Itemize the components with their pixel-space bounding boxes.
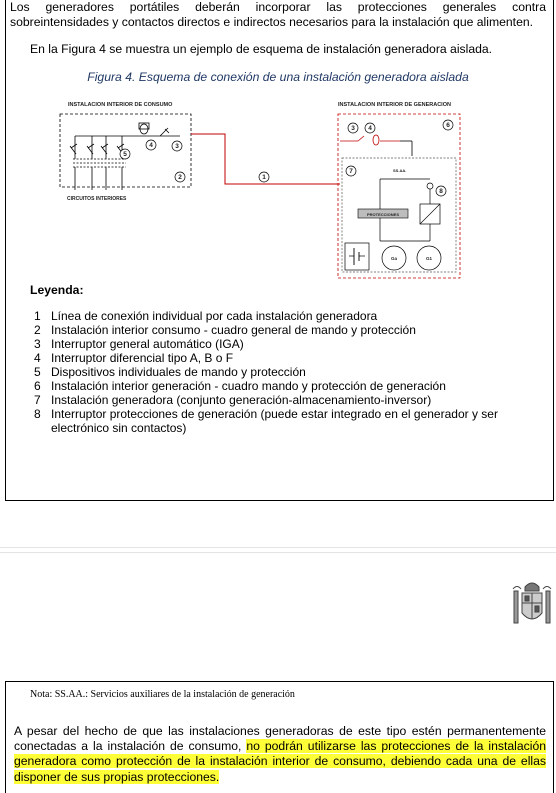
legend-title: Leyenda: [30,283,84,297]
legend-item-text: Instalación generadora (conjunto generación-almacenamiento-inversor) [51,393,432,407]
spain-coat-of-arms-icon [511,579,553,629]
marker-2: 2 [178,174,182,181]
marker-4-left: 4 [149,142,153,149]
highlighted-text: no podrán utilizarse las protecciones de la instalación generadora como protección de la instalación interior de consumo, debiendo cada una de ellas disponer de sus propias protecciones. [14,739,546,784]
generation-switches [340,135,400,145]
battery-icon [345,243,369,270]
legend-item-number: 1 [34,309,41,323]
ssaa-label: SS.AA. [393,168,407,173]
legend-item [34,337,524,351]
legend-item [34,309,524,323]
legend-item-text: Dispositivos individuales de mando y protección [51,365,306,379]
consumption-title: INSTALACION INTERIOR DE CONSUMO [68,102,173,108]
marker-3-left: 3 [175,143,179,150]
legend-item-number: 8 [34,407,41,421]
marker-6: 6 [446,122,450,129]
intro-paragraph: Los generadores portátiles deberán incorporar las protecciones generales contra sobreintensidades y contactos directos e indirectos necesarios para la instalación que alimenten. [10,0,546,29]
g1-label: G1 [425,256,433,261]
protections-label: PROTECCIONES [366,212,400,217]
legend-item-text: Interruptor protecciones de generación (puede estar integrado en el generador y ser electrónico sin contactos) [51,407,498,435]
figure-reference-paragraph: En la Figura 4 se muestra un ejemplo de esquema de instalación generadora aislada. [30,42,493,56]
ga-label: Ga [390,256,398,261]
figure-caption: Figura 4. Esquema de conexión de una instalación generadora aislada [87,70,469,84]
legend-item-number: 5 [34,365,41,379]
legend-item-text: Interruptor diferencial tipo A, B o F [51,351,234,365]
marker-8: 8 [439,188,443,195]
legend-item-number: 3 [34,337,41,351]
circuits-label: CIRCUITOS INTERIORES [67,196,127,202]
page-divider [0,552,556,553]
legend-item [34,323,524,337]
legend-item [34,351,524,365]
legend-item-number: 6 [34,379,41,393]
note-text: Nota: SS.AA.: Servicios auxiliares de la instalación de generación [30,689,295,700]
legend-item-number: 2 [34,323,41,337]
legend-item [34,365,524,379]
marker-1: 1 [262,174,266,181]
legend-item-text: Instalación interior consumo - cuadro general de mando y protección [51,323,416,337]
installation-diagram [40,96,480,282]
legend-list [34,309,524,435]
legend-item-number: 7 [34,393,41,407]
legend-item-text: Línea de conexión individual por cada instalación generadora [51,309,378,323]
generation-title: INSTALACION INTERIOR DE GENERACION [338,102,451,108]
legend-item [34,407,524,435]
marker-3-right: 3 [351,125,355,132]
marker-5: 5 [123,151,127,158]
marker-4-right: 4 [368,125,372,132]
legend-item [34,379,524,393]
legend-item [34,393,524,407]
legend-item-text: Instalación interior generación - cuadro mando y protección de generación [51,379,446,393]
legend-item-text: Interruptor general automático (IGA) [51,337,244,351]
marker-7: 7 [349,168,353,175]
page-divider [0,547,556,548]
body-paragraph [14,724,546,785]
paragraph-text: A pesar del hecho de que las instalaciones generadoras de este tipo estén permanentemente conectadas a la instalación de consumo, [14,724,546,754]
legend-item-number: 4 [34,351,41,365]
